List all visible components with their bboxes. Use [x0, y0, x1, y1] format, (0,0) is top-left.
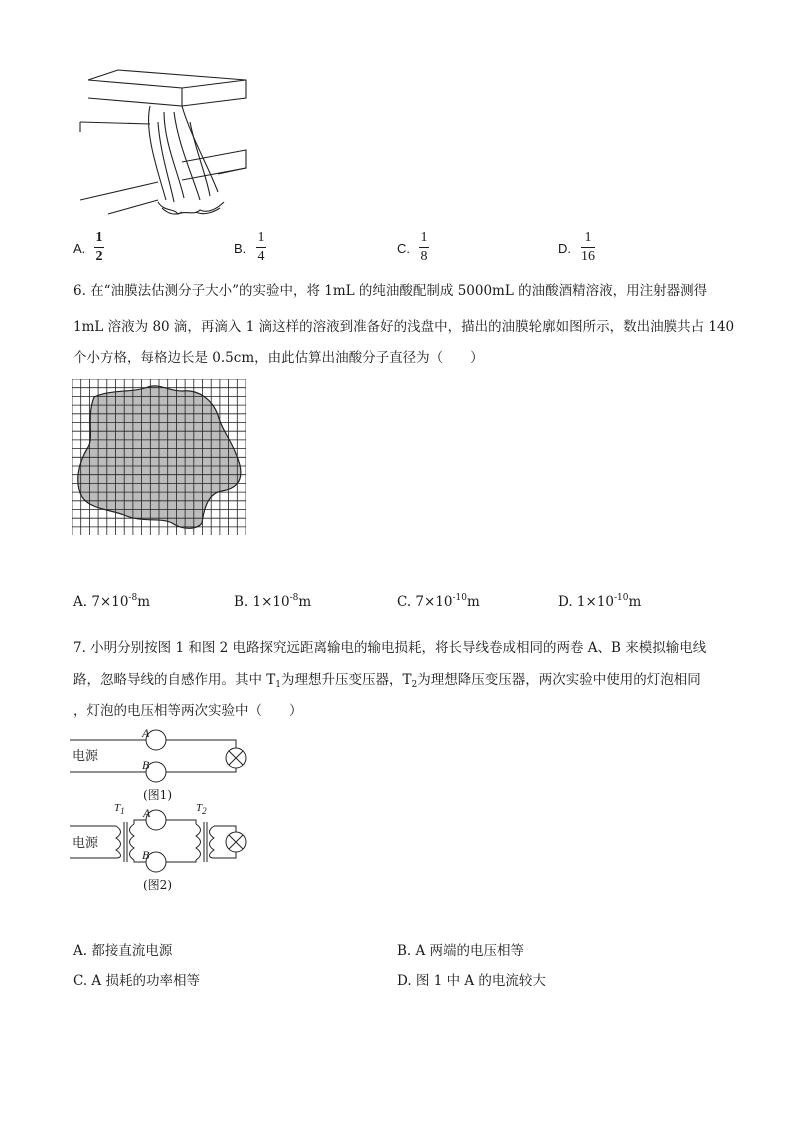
- q7-option-a[interactable]: A. 都接直流电源: [73, 943, 173, 959]
- q7-option-c[interactable]: C. A 损耗的功率相等: [73, 973, 200, 989]
- fig2-source-label: 电源: [72, 836, 99, 851]
- q5-option-c-fraction: [419, 230, 429, 264]
- q5-option-d-numerator: 1: [584, 230, 592, 245]
- q5-option-c-numerator: 1: [420, 230, 428, 245]
- q6-option-d-exponent: -10: [614, 593, 629, 603]
- q7-t2-subscript: 2: [411, 680, 418, 690]
- circuit-figures: [70, 726, 260, 896]
- waterfall-figure: [78, 62, 258, 224]
- q6-option-d[interactable]: [558, 592, 641, 612]
- q7-t1-subscript: 1: [275, 680, 282, 690]
- q5-option-d-fraction: [581, 230, 595, 264]
- q5-option-b-denominator: 4: [257, 249, 265, 264]
- q7-stem-line-1: 7. 小明分别按图 1 和图 2 电路探究远距离输电的输电损耗，将长导线卷成相同的两卷 A、B 来模拟输电线: [73, 640, 707, 656]
- fraction-bar: [256, 247, 266, 248]
- q5-option-b-label[interactable]: B.: [234, 241, 247, 256]
- q7-stem-line-3: ，灯泡的电压相等两次实验中（ ）: [73, 703, 303, 719]
- q6-option-b-base: B. 1×10: [234, 594, 290, 610]
- q6-option-a[interactable]: [73, 592, 150, 612]
- q7-option-b[interactable]: B. A 两端的电压相等: [397, 943, 525, 959]
- fig1-source-label: 电源: [72, 749, 99, 764]
- q6-stem-line-3: 个小方格，每格边长是 0.5cm，由此估算出油酸分子直径为（ ）: [73, 350, 484, 366]
- q6-option-c-base: C. 7×10: [397, 594, 453, 610]
- q6-option-a-exponent: -8: [128, 593, 138, 603]
- q6-option-a-unit: m: [137, 594, 151, 610]
- q5-option-d-label[interactable]: D.: [558, 241, 571, 256]
- fig2-t2-letter: T: [196, 802, 203, 814]
- q5-option-d-denominator: 16: [581, 249, 595, 264]
- q6-option-c-exponent: -10: [452, 593, 468, 603]
- fig2-t2-label: [196, 802, 207, 814]
- fig2-t1-subscript: 1: [120, 806, 125, 816]
- q6-option-b-unit: m: [298, 594, 312, 610]
- oil-film-grid-figure: [72, 379, 246, 535]
- fig2-t1-letter: T: [114, 802, 121, 814]
- q6-stem-line-1: 6. 在“油膜法估测分子大小”的实验中，将 1mL 的纯油酸配制成 5000mL 的油酸酒精溶液，用注射器测得: [73, 283, 708, 299]
- fig2-coil-a-label: A: [143, 806, 151, 820]
- fig1-coil-a-label: A: [142, 726, 150, 740]
- fig2-coil-b-label: B: [142, 848, 150, 862]
- q7-stem-line-2: [73, 670, 701, 690]
- q7-option-d[interactable]: D. 图 1 中 A 的电流较大: [397, 973, 546, 989]
- q5-option-c-label[interactable]: C.: [397, 241, 410, 256]
- fig1-coil-b-label: B: [142, 758, 150, 772]
- q5-option-c-denominator: 8: [420, 249, 428, 264]
- fig2-caption: (图2): [143, 878, 172, 892]
- q6-option-d-unit: m: [628, 594, 642, 610]
- fig2-t1-label: [114, 802, 125, 814]
- q5-option-a-fraction: [94, 230, 104, 264]
- q6-option-b-exponent: -8: [289, 593, 299, 603]
- q5-option-a-label[interactable]: A.: [73, 241, 86, 256]
- fraction-bar: [419, 247, 429, 248]
- q6-option-a-base: A. 7×10: [73, 594, 129, 610]
- q6-option-b[interactable]: [234, 592, 311, 612]
- q6-option-c[interactable]: [397, 592, 480, 612]
- q5-option-a-numerator: 1: [95, 230, 103, 245]
- q7-stem-line-2-part-c: 为理想降压变压器，两次实验中使用的灯泡相同: [417, 672, 701, 688]
- fraction-bar: [581, 247, 595, 248]
- q5-option-a-denominator: 2: [95, 249, 103, 264]
- q7-stem-line-2-part-a: 路，忽略导线的自感作用。其中 T: [73, 672, 276, 688]
- fig1-caption: (图1): [143, 788, 172, 802]
- q5-option-b-numerator: 1: [257, 230, 265, 245]
- fraction-bar: [94, 247, 104, 248]
- q5-option-b-fraction: [256, 230, 266, 264]
- q7-stem-line-2-part-b: 为理想升压变压器，T: [281, 672, 412, 688]
- fig2-t2-subscript: 2: [202, 806, 207, 816]
- q6-option-d-base: D. 1×10: [558, 594, 615, 610]
- q6-stem-line-2: 1mL 溶液为 80 滴，再滴入 1 滴这样的溶液到准备好的浅盘中，描出的油膜轮廓如图所示，数出油膜共占 140: [73, 319, 735, 335]
- q6-option-c-unit: m: [467, 594, 480, 610]
